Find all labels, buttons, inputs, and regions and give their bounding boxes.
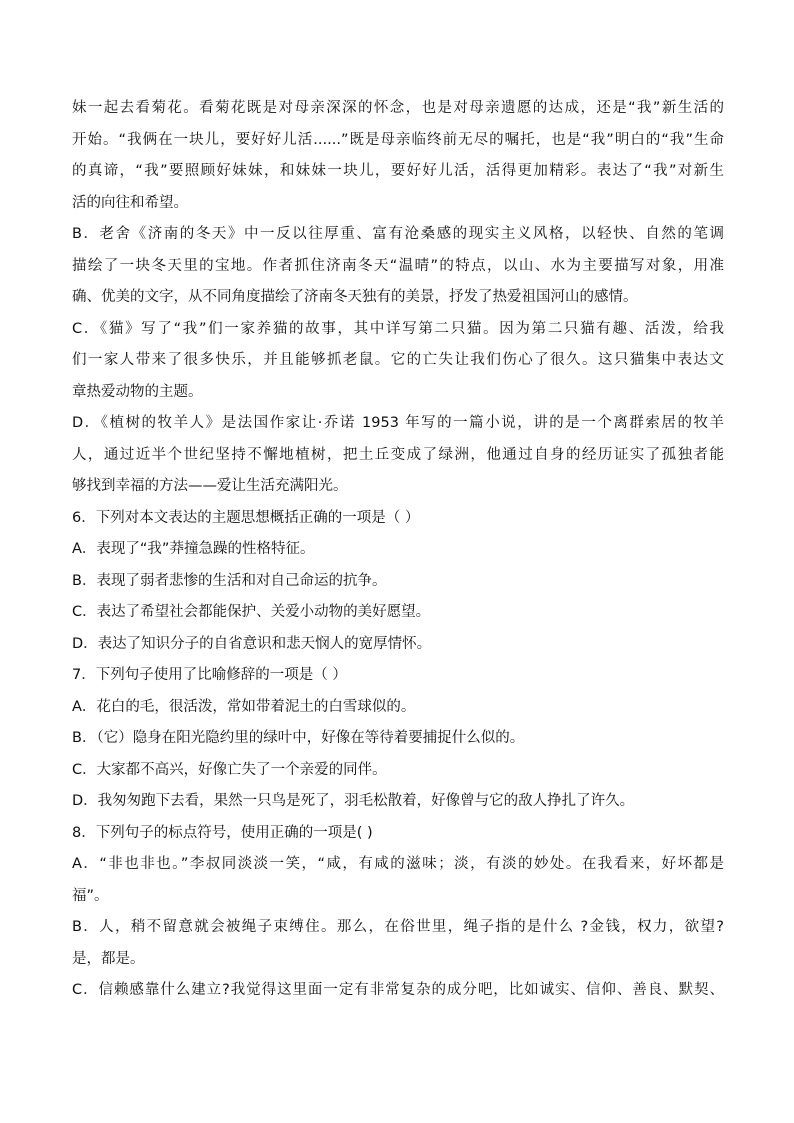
text-line: A．“非也非也。”李叔同淡淡一笑，“咸，有咸的滋味；淡，有淡的妙处。在我看来，好坏都是 xyxy=(72,856,724,872)
text-line: 够找到幸福的方法——爱让生活充满阳光。 xyxy=(72,478,348,494)
text-line: B．（它）隐身在阳光隐约里的绿叶中，好像在等待着要捕捉什么似的。 xyxy=(72,730,525,746)
text-line: A．花白的毛，很活泼，常如带着泥土的白雪球似的。 xyxy=(72,698,416,715)
text-line: 描绘了一块冬天里的宝地。作者抓住济南冬天“温晴”的特点，以山、水为主要描写对象，用准 xyxy=(72,257,724,274)
text-line: D．我匆匆跑下去看，果然一只鸟是死了，羽毛松散着，好像曾与它的敌人挣扎了许久。 xyxy=(72,793,635,809)
text-line: D．《植树的牧羊人》是法国作家让·乔诺 1953 年写的一篇小说，讲的是一个离群索居的牧羊 xyxy=(72,415,724,431)
document-page xyxy=(72,93,724,1007)
text-line: D．表达了知识分子的自省意识和悲天悯人的宽厚情怀。 xyxy=(72,635,432,652)
text-line: B．表现了弱者悲惨的生活和对自己命运的抗争。 xyxy=(72,572,387,589)
text-line: C．大家都不高兴，好像亡失了一个亲爱的同伴。 xyxy=(72,761,387,778)
text-line: C．信赖感靠什么建立?我觉得这里面一定有非常复杂的成分吧，比如诚实、信仰、善良、默契、 xyxy=(72,982,724,998)
text-line: 的真谛，“我”要照顾好妹妹，和妹妹一块儿，要好好儿活，活得更加精彩。表达了“我”对新生 xyxy=(72,163,724,179)
text-line: B．人，稍不留意就会被绳子束缚住。那么，在俗世里，绳子指的是什么 ?金钱，权力，欲望? xyxy=(72,919,724,935)
text-line: 章热爱动物的主题。 xyxy=(72,383,203,400)
text-line: C．《猫》写了“我”们一家养猫的故事，其中详写第二只猫。因为第二只猫有趣、活泼，给我 xyxy=(72,320,724,337)
text-line: 6．下列对本文表达的主题思想概括正确的一项是（ ） xyxy=(72,509,420,526)
text-line: 7．下列句子使用了比喻修辞的一项是（ ） xyxy=(72,667,347,683)
text-line: 确、优美的文字，从不同角度描绘了济南冬天独有的美景，抒发了热爱祖国河山的感情。 xyxy=(72,289,638,305)
text-line: C．表达了希望社会都能保护、关爱小动物的美好愿望。 xyxy=(72,604,431,620)
text-line: A．表现了“我”莽撞急躁的性格特征。 xyxy=(72,541,315,557)
text-line: 福”。 xyxy=(72,887,109,904)
text-line: B．老舍《济南的冬天》中一反以往厚重、富有沧桑感的现实主义风格，以轻快、自然的笔调 xyxy=(72,226,724,242)
text-line: 人，通过近半个世纪坚持不懈地植树，把土丘变成了绿洲，他通过自身的经历证实了孤独者能 xyxy=(72,446,724,463)
text-line: 们一家人带来了很多快乐，并且能够抓老鼠。它的亡失让我们伤心了很久。这只猫集中表达文 xyxy=(72,352,724,368)
text-line: 开始。“我俩在一块儿，要好好儿活......”既是母亲临终前无尽的嘱托，也是“我”明白的“我”生命 xyxy=(72,131,724,148)
text-line: 妹一起去看菊花。看菊花既是对母亲深深的怀念，也是对母亲遗愿的达成，还是“我”新生活的 xyxy=(72,100,724,116)
text-line: 是，都是。 xyxy=(72,950,145,967)
text-line: 8．下列句子的标点符号，使用正确的一项是( ) xyxy=(72,824,373,841)
text-line: 活的向往和希望。 xyxy=(72,194,188,211)
